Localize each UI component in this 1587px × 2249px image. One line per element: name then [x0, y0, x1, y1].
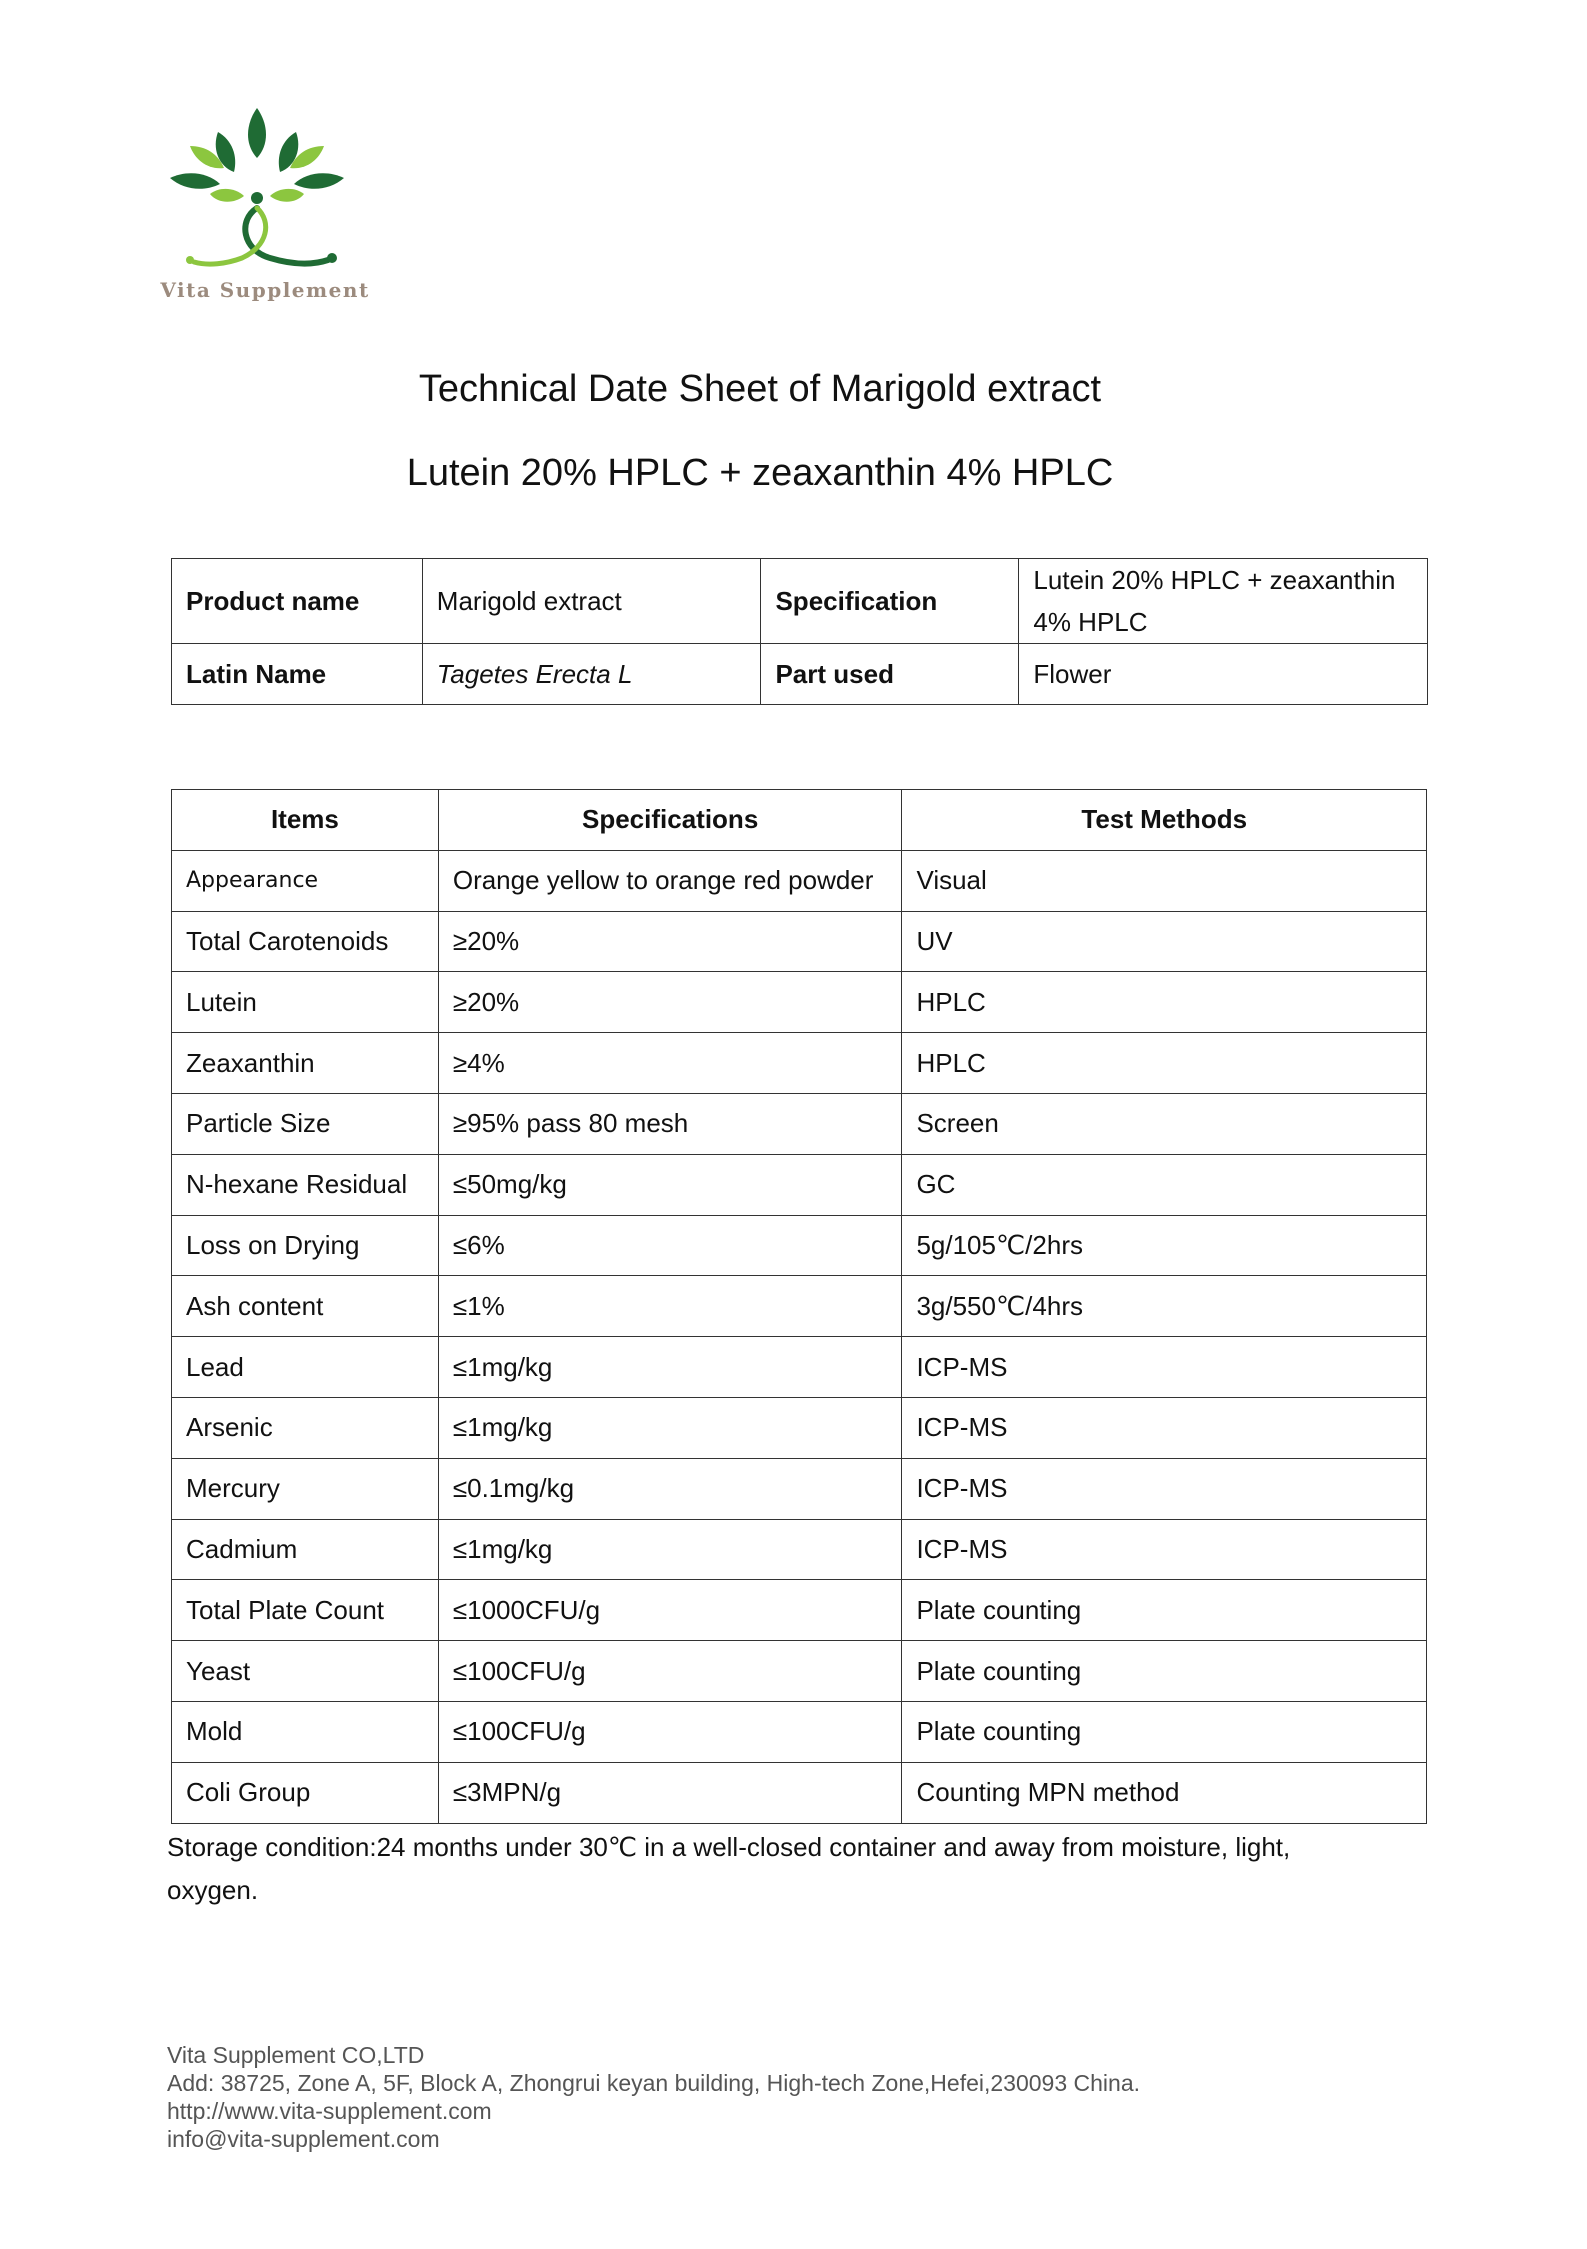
document-subtitle: Lutein 20% HPLC + zeaxanthin 4% HPLC: [406, 452, 1114, 494]
item-test-method: ICP-MS: [902, 1337, 1427, 1398]
footer-email-link[interactable]: info@vita-supplement.com: [167, 2126, 440, 2152]
storage-condition: Storage condition:24 months under 30℃ in a well-closed container and away from moisture, light, oxygen.: [167, 1832, 1291, 1905]
info-row: [172, 644, 1428, 705]
item-name: Zeaxanthin: [172, 1033, 439, 1094]
item-specification: ≤1%: [438, 1276, 902, 1337]
item-test-method: Plate counting: [902, 1641, 1427, 1702]
item-specification: ≤1mg/kg: [438, 1337, 902, 1398]
item-specification: ≤50mg/kg: [438, 1154, 902, 1215]
item-name: Particle Size: [172, 1093, 439, 1154]
column-header-test-methods: Test Methods: [902, 790, 1427, 851]
item-test-method: Plate counting: [902, 1580, 1427, 1641]
table-row: [172, 1641, 1427, 1702]
column-header-specifications: Specifications: [438, 790, 902, 851]
item-test-method: HPLC: [902, 1033, 1427, 1094]
footer-company: Vita Supplement CO,LTD: [167, 2042, 425, 2068]
table-row: [172, 1580, 1427, 1641]
table-row: [172, 1762, 1427, 1823]
item-name: Total Carotenoids: [172, 911, 439, 972]
table-row: [172, 1397, 1427, 1458]
item-test-method: ICP-MS: [902, 1458, 1427, 1519]
part-used-value: Flower: [1019, 644, 1428, 705]
item-specification: ≤1000CFU/g: [438, 1580, 902, 1641]
table-row: [172, 972, 1427, 1033]
item-specification: ≥4%: [438, 1033, 902, 1094]
specification-table: [171, 789, 1427, 1824]
document-title: Technical Date Sheet of Marigold extract: [418, 368, 1102, 410]
item-name: Loss on Drying: [172, 1215, 439, 1276]
item-name: Ash content: [172, 1276, 439, 1337]
table-row: [172, 1093, 1427, 1154]
item-specification: ≤3MPN/g: [438, 1762, 902, 1823]
info-row: [172, 559, 1428, 644]
item-name: Lead: [172, 1337, 439, 1398]
table-row: [172, 1215, 1427, 1276]
table-row: [172, 1519, 1427, 1580]
table-row: [172, 1276, 1427, 1337]
item-name: Cadmium: [172, 1519, 439, 1580]
item-specification: ≤0.1mg/kg: [438, 1458, 902, 1519]
product-name-value: Marigold extract: [422, 559, 761, 644]
table-row: [172, 1033, 1427, 1094]
product-info-table: [171, 558, 1428, 705]
table-row: [172, 1154, 1427, 1215]
specification-value: Lutein 20% HPLC + zeaxanthin 4% HPLC: [1019, 559, 1428, 644]
item-specification: ≤100CFU/g: [438, 1701, 902, 1762]
item-specification: Orange yellow to orange red powder: [438, 850, 902, 911]
table-row: [172, 850, 1427, 911]
item-specification: ≥20%: [438, 972, 902, 1033]
item-name: Mold: [172, 1701, 439, 1762]
item-name: Total Plate Count: [172, 1580, 439, 1641]
table-header-row: [172, 790, 1427, 851]
item-test-method: GC: [902, 1154, 1427, 1215]
footer-address: Add: 38725, Zone A, 5F, Block A, Zhongrui keyan building, High-tech Zone,Hefei,230093 China.: [167, 2070, 1141, 2096]
table-row: [172, 911, 1427, 972]
item-test-method: Screen: [902, 1093, 1427, 1154]
item-specification: ≤1mg/kg: [438, 1519, 902, 1580]
logo-text: Vita Supplement: [160, 278, 370, 302]
item-name: Lutein: [172, 972, 439, 1033]
item-name: Yeast: [172, 1641, 439, 1702]
table-row: [172, 1701, 1427, 1762]
table-row: [172, 1337, 1427, 1398]
item-test-method: ICP-MS: [902, 1397, 1427, 1458]
item-specification: ≥20%: [438, 911, 902, 972]
item-name: Appearance: [172, 850, 439, 911]
item-test-method: Plate counting: [902, 1701, 1427, 1762]
item-test-method: 3g/550℃/4hrs: [902, 1276, 1427, 1337]
item-specification: ≤6%: [438, 1215, 902, 1276]
item-specification: ≤1mg/kg: [438, 1397, 902, 1458]
item-test-method: UV: [902, 911, 1427, 972]
latin-name-label: Latin Name: [172, 644, 423, 705]
item-test-method: Visual: [902, 850, 1427, 911]
item-test-method: ICP-MS: [902, 1519, 1427, 1580]
item-test-method: Counting MPN method: [902, 1762, 1427, 1823]
item-name: N-hexane Residual: [172, 1154, 439, 1215]
product-name-label: Product name: [172, 559, 423, 644]
part-used-label: Part used: [761, 644, 1019, 705]
item-name: Mercury: [172, 1458, 439, 1519]
item-name: Arsenic: [172, 1397, 439, 1458]
table-row: [172, 1458, 1427, 1519]
column-header-items: Items: [172, 790, 439, 851]
specification-label: Specification: [761, 559, 1019, 644]
item-test-method: 5g/105℃/2hrs: [902, 1215, 1427, 1276]
item-name: Coli Group: [172, 1762, 439, 1823]
item-test-method: HPLC: [902, 972, 1427, 1033]
latin-name-value: Tagetes Erecta L: [422, 644, 761, 705]
footer-website-link[interactable]: http://www.vita-supplement.com: [167, 2098, 492, 2124]
item-specification: ≥95% pass 80 mesh: [438, 1093, 902, 1154]
item-specification: ≤100CFU/g: [438, 1641, 902, 1702]
footer: [167, 2041, 1140, 2153]
